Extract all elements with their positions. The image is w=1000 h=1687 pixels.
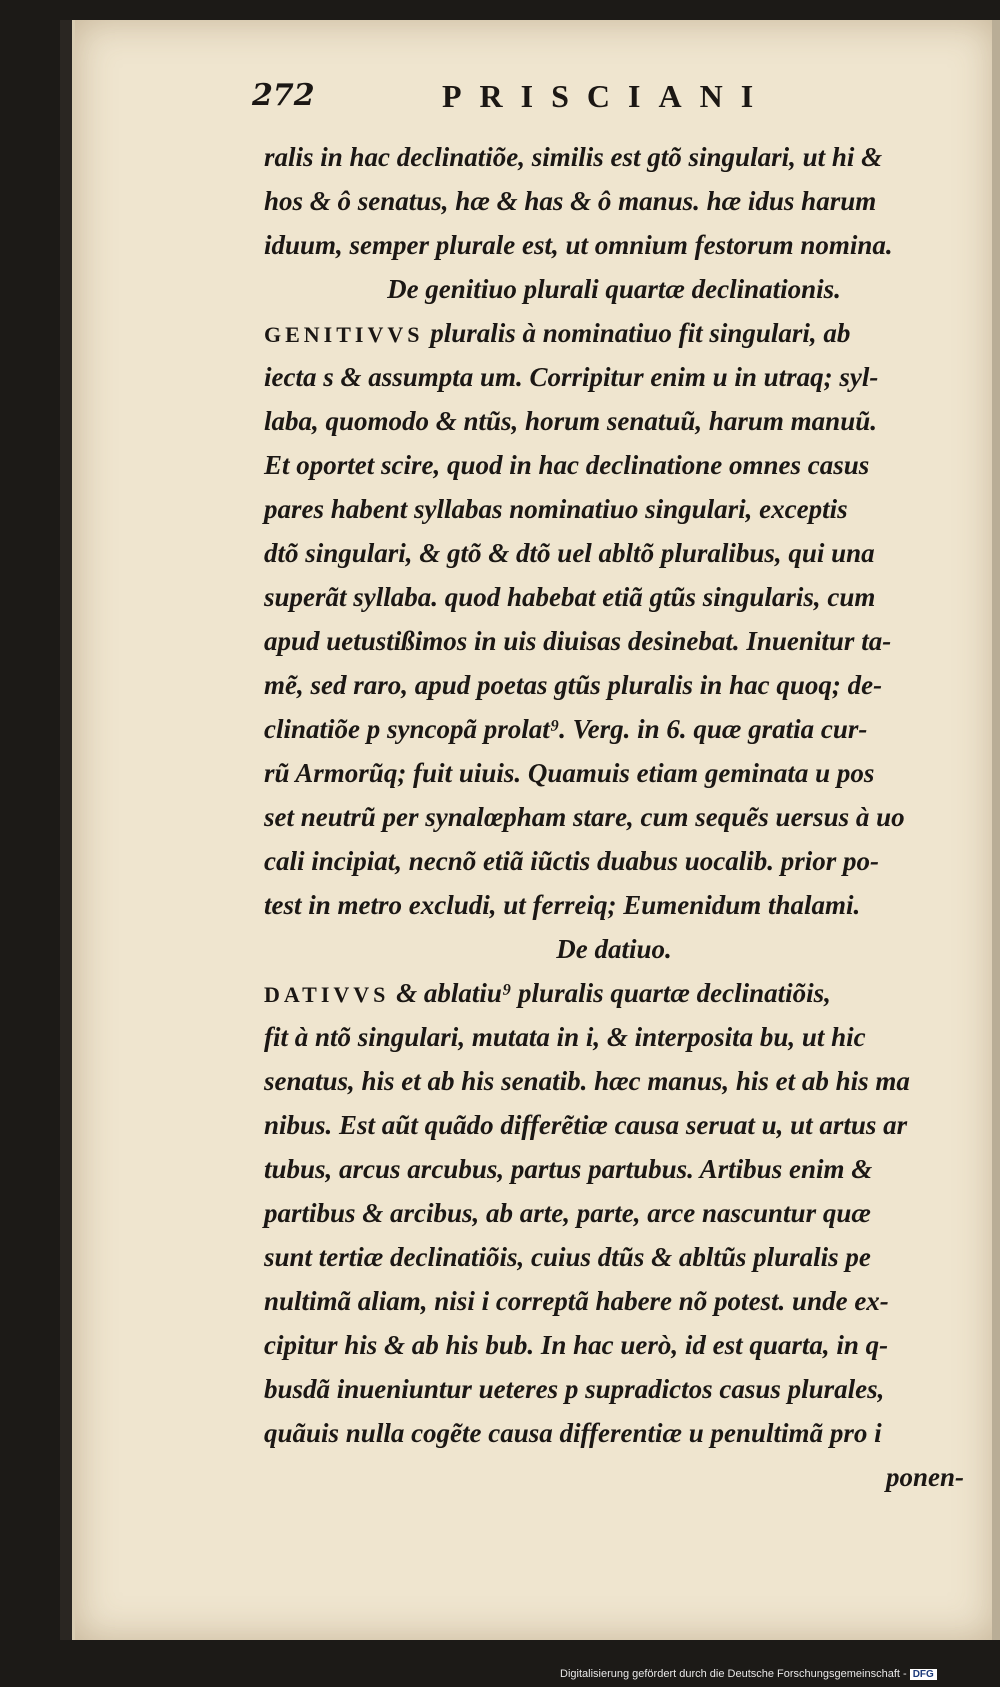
dfg-logo: DFG [910,1669,937,1680]
text-line: iecta s & assumpta um. Corripitur enim u in utraq; syl- [264,362,879,392]
book-gutter [60,20,72,1640]
text-line: nibus. Est aũt quãdo differẽtiæ causa seruat u, ut artus ar [264,1110,908,1140]
text-line: dtõ singulari, & gtõ & dtõ uel abltõ pluralibus, qui una [264,538,875,568]
text-line: pares habent syllabas nominatiuo singulari, exceptis [264,494,848,524]
text-line: iduum, semper plurale est, ut omnium festorum nomina. [264,230,893,260]
page-edge-right [992,20,1000,1640]
text-line: test in metro excludi, ut ferreiq; Eumenidum thalami. [264,890,861,920]
text-line: busdã inueniuntur ueteres p supradictos casus plurales, [264,1374,885,1404]
text-line: laba, quomodo & ntũs, horum senatuũ, harum manuũ. [264,406,877,436]
text-line: clinatiõe p syncopã prolat⁹. Verg. in 6. quæ gratia cur- [264,714,868,744]
section-heading: De datiuo. [556,934,672,964]
lead-word: GENITIVVS [264,322,424,347]
text-line: rũ Armorũq; fuit uiuis. Quamuis etiam geminata u pos [264,758,875,788]
text-line: cali incipiat, necnõ etiã iũctis duabus uocalib. prior po- [264,846,880,876]
text-line: cipitur his & ab his bub. In hac uerò, id est quarta, in q- [264,1330,889,1360]
section-heading: De genitiuo plurali quartæ declinationis. [387,274,841,304]
text-line: quãuis nulla cogẽte causa differentiæ u penultimã pro i [264,1418,882,1448]
text-line: sunt tertiæ declinatiõis, cuius dtũs & abltũs pluralis pe [264,1242,871,1272]
text-line [264,971,831,1015]
digitization-credit [560,1668,937,1680]
text-line: ralis in hac declinatiõe, similis est gtõ singulari, ut hi & [264,142,883,172]
text-line: Et oportet scire, quod in hac declinatione omnes casus [264,450,870,480]
page-number: 272 [252,78,315,113]
text-line: partibus & arcibus, ab arte, parte, arce nascuntur quæ [264,1198,871,1228]
catchword: ponen- [885,1462,964,1492]
text-line: hos & ô senatus, hæ & has & ô manus. hæ idus harum [264,186,877,216]
text-line: tubus, arcus arcubus, partus partubus. Artibus enim & [264,1154,873,1184]
lead-word: DATIVVS [264,982,390,1007]
text-line: superãt syllaba. quod habebat etiã gtũs singularis, cum [264,582,876,612]
running-title: PRISCIANI [442,78,772,114]
text-line-rest: pluralis à nominatiuo fit singulari, ab [430,318,851,348]
text-line [264,311,850,355]
text-line-rest: & ablatiu⁹ pluralis quartæ declinatiõis, [396,978,831,1008]
text-line: mẽ, sed raro, apud poetas gtũs pluralis in hac quoq; de- [264,670,883,700]
text-line: apud uetustißimos in uis diuisas desinebat. Inuenitur ta- [264,626,892,656]
page-header [252,78,772,122]
text-line: set neutrũ per synalœpham stare, cum sequẽs uersus à uo [264,802,905,832]
text-line: senatus, his et ab his senatib. hæc manus, his et ab his ma [264,1066,910,1096]
text-line: nultimã aliam, nisi i correptã habere nõ potest. unde ex- [264,1286,889,1316]
credit-text: Digitalisierung gefördert durch die Deutsche Forschungsgemeinschaft - [560,1668,907,1680]
text-line: fit à ntõ singulari, mutata in i, & interposita bu, ut hic [264,1022,866,1052]
